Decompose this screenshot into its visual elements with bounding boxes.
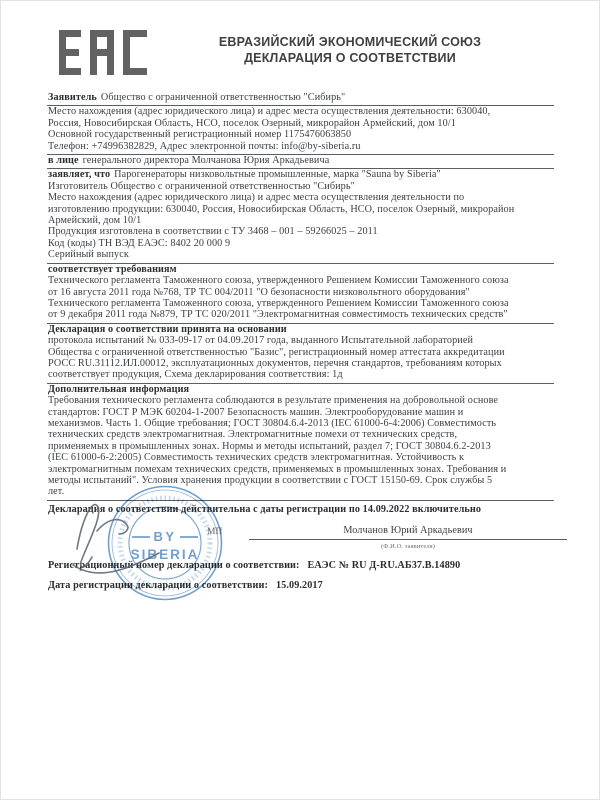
additional-info-line: применяемых в промышленных зонах. Нормы и методы испытаний, раздел 7; ГОСТ 30804.6.2-2013	[48, 440, 491, 452]
stamp-text-by: BY	[153, 529, 177, 544]
document-title	[151, 29, 599, 66]
requirements-heading: соответствует требованиям	[48, 263, 177, 275]
applicant-section	[47, 92, 554, 106]
representative-section	[47, 155, 554, 169]
tu-standard-line: Продукция изготовлена в соответствии с ТУ 3468 – 001 – 59266025 – 2011	[48, 226, 378, 238]
applicant-contacts-line: Телефон: +74996382829, Адрес электронной почты: info@by-siberia.ru	[48, 140, 361, 152]
basis-line: соответствует продукция, Схема декларирования соответствия: 1д	[48, 369, 343, 381]
document-header	[1, 29, 599, 82]
declaration-title: ДЕКЛАРАЦИЯ О СООТВЕТСТВИИ	[244, 51, 456, 65]
registration-date-value: 15.09.2017	[275, 579, 323, 591]
requirements-section	[47, 264, 554, 324]
additional-info-line: методы испытаний". Условия хранения продукции в соответствии с ГОСТ 15150-69. Срок службы 5	[48, 475, 493, 486]
stamp-place-label: МП	[207, 527, 223, 537]
declares-label: заявляет, что	[48, 169, 111, 181]
basis-line: протокола испытаний № 033-09-17 от 04.09.2017 года, выданного Испытательной лабораторией	[48, 335, 474, 347]
signature-handwriting	[67, 487, 171, 580]
stamp-text-siberia: SIBERIA	[130, 547, 200, 562]
applicant-address-line: Россия, Новосибирская Область, НСО, поселок Озерный, микрорайон Армейский, дом 10/1	[48, 117, 456, 129]
signer-name: Молчанов Юрий Аркадьевич	[249, 525, 567, 539]
serial-production-line: Серийный выпуск	[48, 249, 129, 261]
product-section	[47, 169, 554, 263]
additional-info-line: Требования технического регламента соблюдаются в результате применения на добровольной основе	[48, 395, 499, 407]
registration-date-label: Дата регистрации декларации о соответствии:	[48, 579, 268, 591]
basis-line: РОСС RU.31112.ИЛ.00012, эксплуатационных документов, перечня стандартов, требованиям которых	[48, 357, 502, 369]
basis-line: Общества с ограниченной ответственностью "Базис", регистрационный номер аттестата аккредитации	[48, 346, 505, 358]
applicant-address-section	[47, 106, 554, 155]
requirement-line: Технического регламента Таможенного союза, утвержденного Решением Комиссии Таможенного союза	[48, 297, 509, 309]
registration-number-value: ЕАЭС № RU Д-RU.АБ37.В.14890	[307, 560, 461, 572]
validity-statement: Декларация о соответствии действительна с даты регистрации по 14.09.2022 включительно	[48, 503, 482, 515]
registration-number-label: Регистрационный номер декларации о соответствии:	[48, 560, 300, 572]
additional-info-line: лет.	[48, 486, 65, 498]
representative-name: генерального директора Молчанова Юрия Аркадьевича	[82, 155, 330, 167]
tnved-code-line: Код (коды) ТН ВЭД ЕАЭС: 8402 20 000 9	[48, 237, 231, 249]
eac-conformity-mark-icon	[59, 29, 151, 82]
signer-block	[249, 515, 567, 552]
requirement-line: Технического регламента Таможенного союза, утвержденного Решением Комиссии Таможенного союза	[48, 275, 509, 287]
basis-section	[47, 324, 554, 384]
basis-heading: Декларация о соответствии принята на основании	[48, 323, 287, 335]
additional-info-line: стандартов: ГОСТ Р МЭК 60204-1-2007 Безопасность машин. Электрооборудование машин и	[48, 406, 464, 418]
requirement-line: от 16 августа 2011 года №768, ТР ТС 004/2011 "О безопасности низковольтного оборудования"	[48, 286, 470, 298]
requirement-line: от 9 декабря 2011 года №879, ТР ТС 020/2011 "Электромагнитная совместимость технических средств"	[48, 309, 508, 321]
applicant-label: Заявитель	[48, 92, 97, 103]
union-title: ЕВРАЗИЙСКИЙ ЭКОНОМИЧЕСКИЙ СОЮЗ	[218, 35, 482, 49]
additional-info-heading: Дополнительная информация	[48, 383, 190, 395]
additional-info-line: механизмов. Часть 1. Общие требования; ГОСТ 30804.6.4-2013 (IEC 61000-6-4:2006) Совместимость	[48, 417, 497, 429]
additional-info-line: (IEC 61000-6-2:2005) Совместимость технических средств электромагнитная. Устойчивость к	[48, 452, 465, 464]
applicant-address-line: Место нахождения (адрес юридического лица) и адрес места осуществления деятельности: 630040,	[48, 106, 491, 118]
applicant-ogrn-line: Основной государственный регистрационный номер 1175476063850	[48, 129, 352, 141]
applicant-name: Общество с ограниченной ответственностью "Сибирь"	[100, 92, 346, 103]
signer-caption: (Ф.И.О. заявителя)	[380, 542, 436, 550]
additional-info-line: электромагнитным помехам технических средств, применяемых в промышленных зонах. Требования и	[48, 463, 507, 475]
manufacturer-address-line: Армейский, дом 10/1	[48, 215, 142, 227]
additional-info-line: технических средств электромагнитная. Электромагнитные помехи от технических средств,	[48, 429, 458, 441]
product-name: Парогенераторы низковольтные промышленные, марка "Sauna by Siberia"	[114, 169, 441, 181]
manufacturer-address-line: изготовлению продукции: 630040, Россия, Новосибирская Область, НСО, поселок Озерный, микрорайон	[48, 203, 515, 215]
manufacturer-address-line: Место нахождения (адрес юридического лица) и адрес места осуществления деятельности по	[48, 192, 465, 204]
representative-label: в лице	[48, 155, 79, 167]
manufacturer-line: Изготовитель Общество с ограниченной ответственностью "Сибирь"	[48, 180, 355, 192]
